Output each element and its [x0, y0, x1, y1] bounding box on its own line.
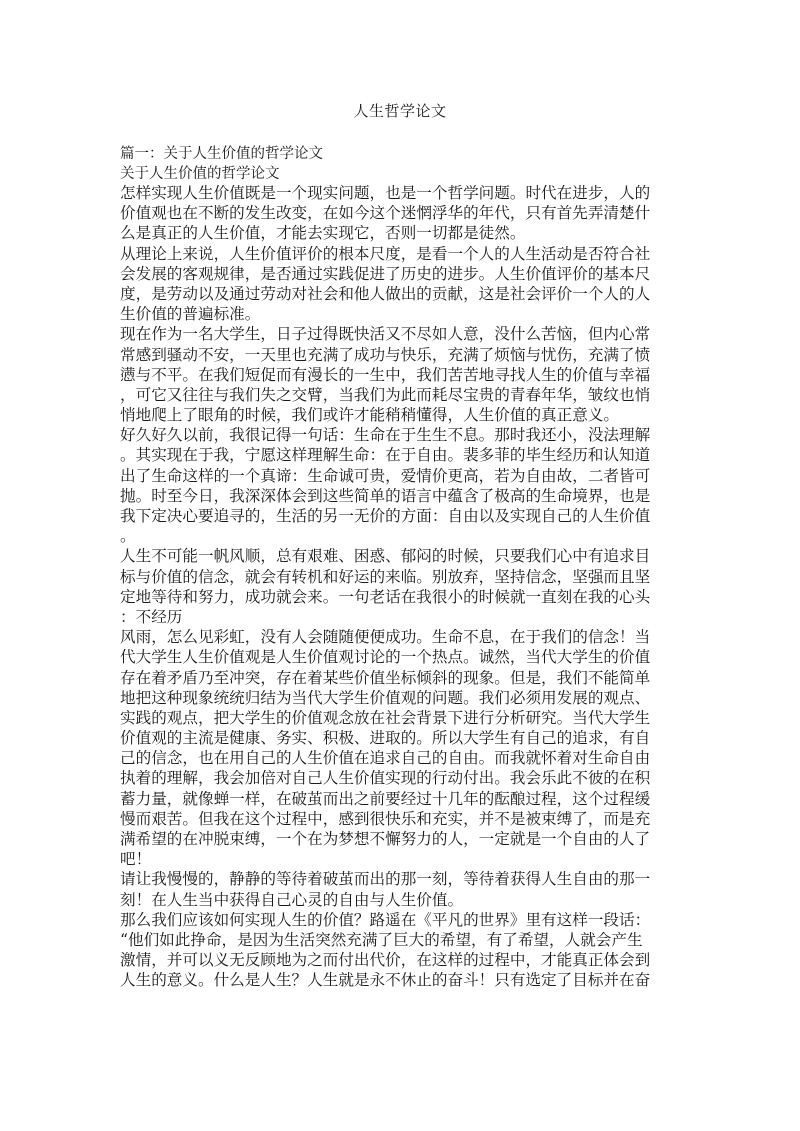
text-line: 蓄力量，就像蝉一样，在破茧而出之前要经过十几年的酝酿过程，这个过程缓	[120, 789, 651, 808]
text-line: 。其实现在于我，宁愿这样理解生命：在于自由。裴多菲的毕生经历和认知道	[120, 446, 651, 465]
text-line: 会发展的客观规律，是否通过实践促进了历史的进步。人生价值评价的基本尺	[120, 264, 651, 283]
text-line: 么是真正的人生价值，才能去实现它，否则一切都是徒然。	[120, 224, 526, 243]
text-line: 。	[120, 527, 136, 546]
text-line: 标与价值的信念，就会有转机和好运的来临。别放弃，坚持信念，坚强而且坚	[120, 567, 651, 586]
text-line: 出了生命这样的一个真谛：生命诚可贵，爱情价更高，若为自由故，二者皆可	[120, 466, 651, 485]
paragraph	[120, 183, 678, 244]
text-line: 激情，并可以义无反顾地为之而付出代价，在这样的过程中，才能真正体会到	[120, 951, 651, 970]
text-line: 人生不可能一帆风顺，总有艰难、困惑、郁闷的时候，只要我们心中有追求目	[120, 547, 651, 566]
paragraph	[120, 869, 678, 909]
text-line: 执着的理解，我会加倍对自己人生价值实现的行动付出。我会乐此不彼的在积	[120, 769, 651, 788]
text-line: 从理论上来说，人生价值评价的根本尺度，是看一个人的人生活动是否符合社	[120, 244, 651, 263]
text-line: 地把这种现象统统归结为当代大学生价值观的问题。我们必须用发展的观点、	[120, 688, 651, 707]
document-body	[120, 183, 678, 991]
text-line: 请让我慢慢的，静静的等待着破茧而出的那一刻，等待着获得人生自由的那一	[120, 870, 651, 889]
text-line: 现在作为一名大学生，日子过得既快活又不尽如人意，没什么苦恼，但内心常	[120, 325, 651, 344]
text-line: “他们如此挣命，是因为生活突然充满了巨大的希望，有了希望，人就会产生	[120, 930, 643, 949]
text-line: 己的信念，也在用自己的人生价值在追求自己的自由。而我就怀着对生命自由	[120, 749, 651, 768]
text-line: 人生的意义。什么是人生？人生就是永不休止的奋斗！只有选定了目标并在奋	[120, 971, 651, 990]
text-line: 常感到骚动不安，一天里也充满了成功与快乐，充满了烦恼与忧伤，充满了愤	[120, 345, 651, 364]
text-line: 满希望的在冲脱束缚，一个在为梦想不懈努力的人，一定就是一个自由的人了	[120, 830, 651, 848]
text-line: 吧！	[120, 850, 152, 869]
text-line: 价值观的主流是健康、务实、积极、进取的。所以大学生有自己的追求，有自	[120, 729, 651, 748]
text-line: 度，是劳动以及通过劳动对社会和他人做出的贡献，这是社会评价一个人的人	[120, 284, 651, 303]
text-line: 怎样实现人生价值既是一个现实问题，也是一个哲学问题。时代在进步，人的	[120, 184, 651, 202]
text-line: 风雨，怎么见彩虹，没有人会随随便便成功。生命不息，在于我们的信念！当	[120, 628, 651, 647]
paragraph	[120, 910, 678, 991]
paragraph	[120, 244, 678, 325]
section-heading: 篇一：关于人生价值的哲学论文	[120, 146, 323, 162]
paragraph	[120, 425, 678, 546]
paragraph	[120, 627, 678, 869]
text-line: 抛。时至今日，我深深体会到这些简单的语言中蕴含了极高的生命境界，也是	[120, 486, 651, 505]
text-line: 那么我们应该如何实现人生的价值？路遥在《平凡的世界》里有这样一段话：	[120, 910, 651, 929]
text-line: 慢而艰苦。但我在这个过程中，感到很快乐和充实，并不是被束缚了，而是充	[120, 809, 651, 828]
subheading: 关于人生价值的哲学论文	[120, 166, 280, 182]
text-line: ，可它又往往与我们失之交臂，当我们为此而耗尽宝贵的青春年华，皱纹也悄	[120, 385, 651, 404]
text-line: 价值观也在不断的发生改变，在如今这个迷惘浮华的年代，只有首先弄清楚什	[120, 204, 651, 223]
paragraph	[120, 324, 678, 425]
text-line: 懑与不平。在我们短促而有漫长的一生中，我们苦苦地寻找人生的价值与幸福	[120, 365, 651, 384]
document-title: 人生哲学论文	[353, 102, 447, 120]
text-line: 好久好久以前，我很记得一句话：生命在于生生不息。那时我还小，没法理解	[120, 426, 651, 445]
paragraph	[120, 546, 678, 627]
text-line: 我下定决心要追寻的，生活的另一无价的方面：自由以及实现自己的人生价值	[120, 507, 651, 525]
text-line: 定地等待和努力，成功就会来。一句老话在我很小的时候就一直刻在我的心头	[120, 587, 651, 606]
text-line: ：不经历	[120, 607, 183, 626]
text-line: 刻！在人生当中获得自己心灵的自由与人生价值。	[120, 890, 464, 909]
text-line: 生价值的普遍标准。	[120, 305, 261, 324]
text-line: 实践的观点，把大学生的价值观念放在社会背景下进行分析研究。当代大学生	[120, 708, 651, 727]
text-line: 悄地爬上了眼角的时候，我们或许才能稍稍懂得，人生价值的真正意义。	[120, 406, 620, 425]
text-line: 代大学生人生价值观是人生价值观讨论的一个热点。诚然，当代大学生的价值	[120, 648, 651, 667]
text-line: 存在着矛盾乃至冲突，存在着某些价值坐标倾斜的现象。但是，我们不能简单	[120, 668, 651, 687]
